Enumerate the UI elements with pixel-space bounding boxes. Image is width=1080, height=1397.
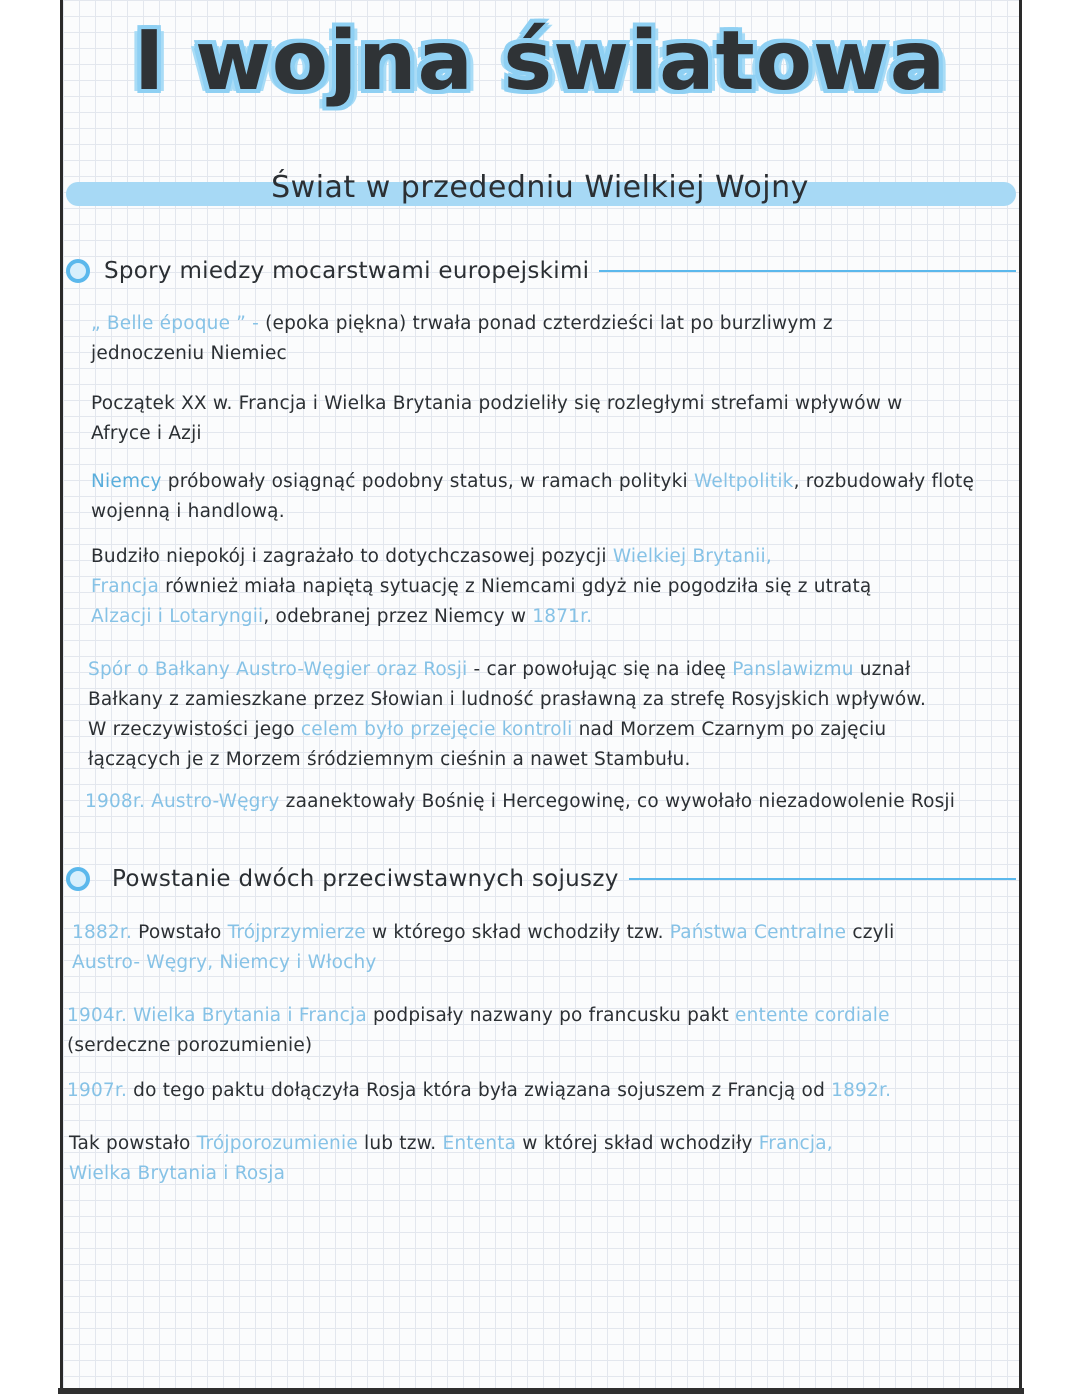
bottom-edge	[58, 1388, 1024, 1394]
text: nad Morzem Czarnym po zajęciu	[572, 719, 887, 740]
highlight-term: Panslawizmu	[732, 659, 854, 680]
text: - car powołując się na ideę	[467, 659, 733, 680]
text: Budziło niepokój i zagrażało to dotychczasowej pozycji	[91, 546, 613, 567]
highlight-term: 1871r.	[532, 606, 593, 627]
bullet-circle-icon	[66, 867, 90, 891]
text: również miała napiętą sytuację z Niemcami gdyż nie pogodziła się z utratą	[159, 576, 872, 597]
highlight-term: Wielka Brytania i Rosja	[69, 1163, 286, 1184]
text: do tego paktu dołączyła Rosja która była związana sojuszem z Francją od	[127, 1080, 832, 1101]
highlight-term: Wielkiej Brytanii,	[612, 546, 772, 567]
highlight-term: 1904r. Wielka Brytania i Francja	[67, 1005, 367, 1026]
highlight-term: Austro- Węgry, Niemcy i Włochy	[72, 952, 377, 973]
paragraph-1907	[67, 1076, 1012, 1106]
highlight-term: Trójporozumienie	[196, 1133, 358, 1154]
highlight-term: 1882r.	[72, 922, 133, 943]
highlight-term: Niemcy	[91, 471, 162, 492]
highlight-term: Francja,	[758, 1133, 833, 1154]
paragraph-balkany	[88, 655, 1008, 775]
paragraph-1908	[85, 787, 1015, 817]
highlight-term: Państwa Centralne	[669, 922, 847, 943]
heading-rule	[599, 270, 1016, 272]
page-subtitle: Świat w przededniu Wielkiej Wojny	[271, 170, 809, 205]
paragraph-poczatek	[91, 389, 991, 449]
text: lub tzw.	[357, 1133, 443, 1154]
paragraph-niemcy	[91, 467, 1011, 527]
paragraph-1882	[72, 918, 1012, 978]
page-title: I wojna światowa	[133, 14, 947, 109]
heading-rule	[629, 878, 1016, 880]
highlight-term: Spór o Bałkany Austro-Węgier oraz Rosji	[88, 659, 468, 680]
text: w którego skład wchodziły tzw.	[365, 922, 670, 943]
highlight-term: Francja	[91, 576, 160, 597]
text: , odebranej przez Niemcy w	[263, 606, 533, 627]
text: Powstało	[132, 922, 228, 943]
paragraph-trojporozumienie	[69, 1129, 1014, 1189]
paragraph-budzilo	[91, 542, 1011, 632]
text: próbowały osiągnąć podobny status, w ramach polityki	[161, 471, 694, 492]
highlight-term: 1892r.	[831, 1080, 892, 1101]
highlight-term: celem było przejęcie kontroli	[300, 719, 573, 740]
highlight-term: entente cordiale	[735, 1005, 890, 1026]
text: Bałkany z zamieszkane przez Słowian i ludność prasławną za strefę Rosyjskich wpływów.	[88, 689, 927, 710]
text: wojenną i handlową.	[91, 501, 285, 522]
section-heading-spory	[66, 258, 1016, 284]
text: Afryce i Azji	[91, 423, 202, 444]
section-heading-sojusze	[66, 866, 1016, 892]
highlight-term: 1907r.	[67, 1080, 128, 1101]
text: Początek XX w. Francja i Wielka Brytania podzieliły się rozległymi strefami wpływów w	[91, 393, 903, 414]
highlight-term: 1908r. Austro-Węgry	[85, 791, 280, 812]
section-heading-label: Powstanie dwóch przeciwstawnych sojuszy	[112, 866, 619, 892]
paragraph-1904	[67, 1001, 1012, 1061]
highlight-term: „ Belle époque ” -	[91, 313, 266, 334]
highlight-term: Weltpolitik	[693, 471, 794, 492]
text: łączących je z Morzem śródziemnym cieśnin a nawet Stambułu.	[88, 749, 691, 770]
highlight-term: Ententa	[442, 1133, 517, 1154]
text: Tak powstało	[69, 1133, 197, 1154]
text: (epoka piękna) trwała ponad czterdzieści lat po burzliwym z	[265, 313, 833, 334]
text: w której skład wchodziły	[516, 1133, 759, 1154]
text: W rzeczywistości jego	[88, 719, 301, 740]
paragraph-belle-epoque	[91, 309, 991, 369]
text: , rozbudowały flotę	[793, 471, 975, 492]
text: jednoczeniu Niemiec	[91, 343, 287, 364]
text: zaanektowały Bośnię i Hercegowinę, co wywołało niezadowolenie Rosji	[279, 791, 956, 812]
highlight-term: Alzacji i Lotaryngii	[91, 606, 264, 627]
text: uznał	[853, 659, 911, 680]
text: czyli	[846, 922, 895, 943]
text: podpisały nazwany po francusku pakt	[366, 1005, 736, 1026]
section-heading-label: Spory miedzy mocarstwami europejskimi	[104, 258, 590, 284]
bullet-circle-icon	[66, 259, 90, 283]
highlight-term: Trójprzymierze	[227, 922, 366, 943]
text: (serdeczne porozumienie)	[67, 1035, 313, 1056]
